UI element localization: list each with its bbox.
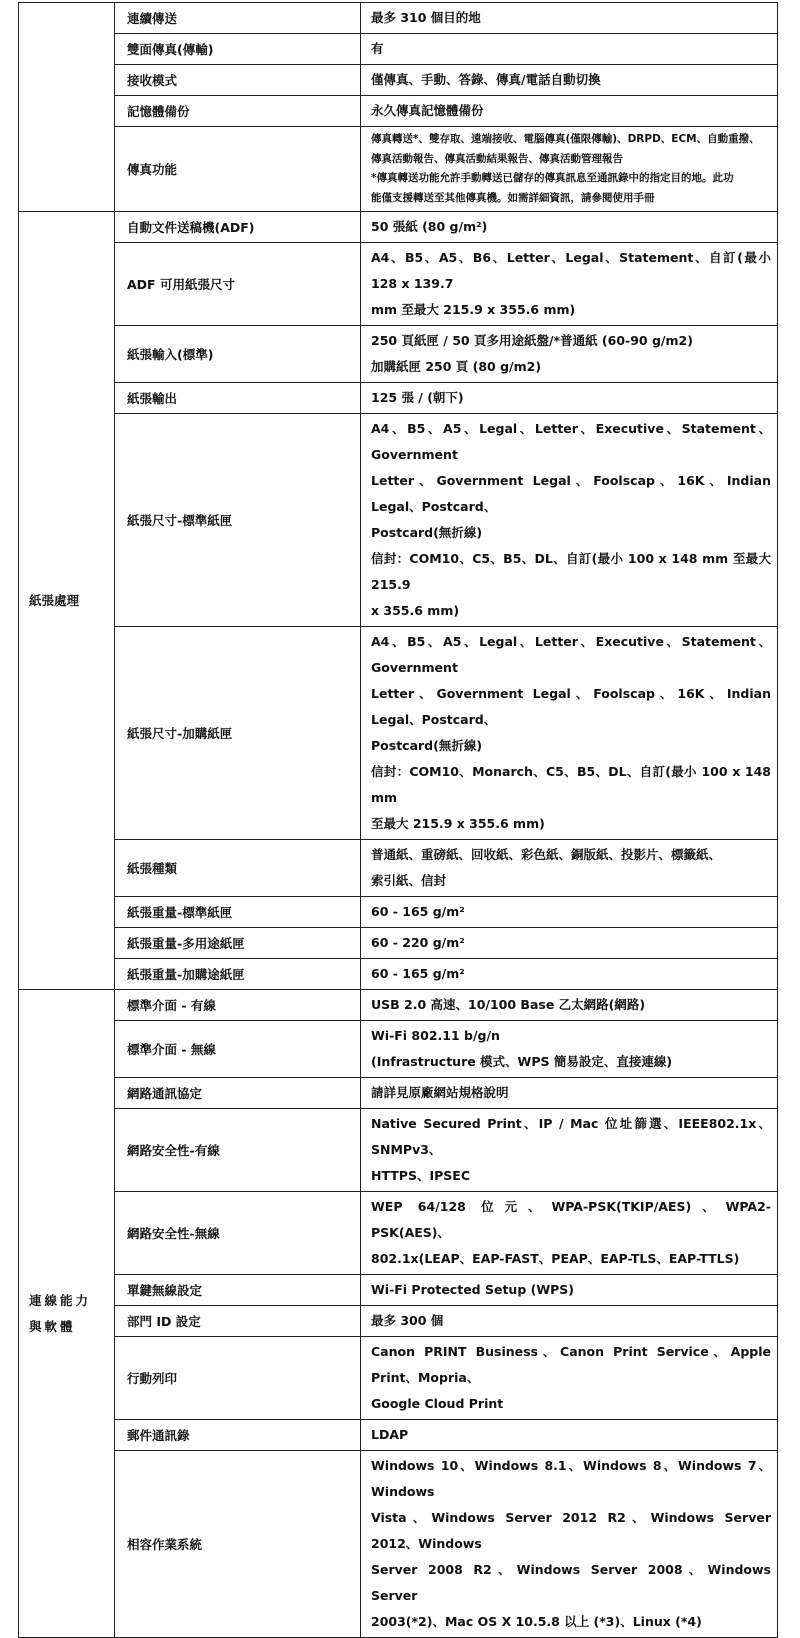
table-row [19, 840, 778, 897]
table-row [19, 1451, 778, 1638]
spec-label: 標準介面 - 有線 [115, 990, 361, 1021]
spec-value-line: 最多 310 個目的地 [371, 10, 481, 25]
category-cell [19, 990, 115, 1638]
spec-value-line: 索引紙、信封 [371, 873, 447, 888]
spec-value [361, 1275, 778, 1306]
spec-value-line: *傳真轉送功能允許手動轉送已儲存的傳真訊息至通訊錄中的指定目的地。此功 [371, 172, 734, 184]
spec-value [361, 65, 778, 96]
spec-value [361, 1306, 778, 1337]
spec-value-line: Google Cloud Print [371, 1396, 504, 1411]
spec-label: 紙張種類 [115, 840, 361, 897]
category-label: 連線能力與軟體 [29, 1292, 92, 1334]
spec-value-line: (Infrastructure 模式、WPS 簡易設定、直接連線) [371, 1054, 673, 1069]
spec-label: 網路通訊協定 [115, 1078, 361, 1109]
spec-label: ADF 可用紙張尺寸 [115, 243, 361, 326]
spec-value-line: 永久傳真記憶體備份 [371, 103, 484, 118]
spec-label: 紙張重量-多用途紙匣 [115, 928, 361, 959]
spec-value-line: 普通紙、重磅紙、回收紙、彩色紙、銅版紙、投影片、標籤紙、 [371, 847, 722, 862]
table-row [19, 1192, 778, 1275]
table-row [19, 1420, 778, 1451]
spec-value-line: WEP 64/128 位元、WPA-PSK(TKIP/AES)、WPA2-PSK(AES)、 [371, 1199, 771, 1240]
spec-value [361, 3, 778, 34]
spec-label: 紙張尺寸-加購紙匣 [115, 627, 361, 840]
spec-value [361, 928, 778, 959]
table-row [19, 3, 778, 34]
spec-value-line: A4、B5、A5、Legal、Letter、Executive、Statement、Government [371, 421, 771, 462]
table-row [19, 326, 778, 383]
spec-value-line: 信封：COM10、Monarch、C5、B5、DL、自訂(最小 100 x 148 mm [371, 764, 771, 805]
table-row [19, 1275, 778, 1306]
spec-label: 傳真功能 [115, 127, 361, 212]
spec-value-line: USB 2.0 高速、10/100 Base 乙太網路(網路) [371, 997, 646, 1012]
spec-label: 郵件通訊錄 [115, 1420, 361, 1451]
spec-value-line: LDAP [371, 1427, 409, 1442]
spec-value [361, 897, 778, 928]
table-row [19, 1337, 778, 1420]
category-cell [19, 3, 115, 212]
spec-value [361, 1451, 778, 1638]
spec-value [361, 990, 778, 1021]
spec-value-line: x 355.6 mm) [371, 603, 460, 618]
spec-value-line: Windows 10、Windows 8.1、Windows 8、Windows 7、Windows [371, 1458, 771, 1499]
spec-value [361, 1192, 778, 1275]
table-row [19, 96, 778, 127]
spec-value-line: Native Secured Print、IP / Mac 位址篩選、IEEE802.1x、SNMPv3、 [371, 1116, 771, 1157]
spec-value-line: 有 [371, 41, 384, 56]
spec-label: 網路安全性-無線 [115, 1192, 361, 1275]
category-label: 紙張處理 [29, 592, 80, 608]
spec-value [361, 1109, 778, 1192]
spec-value-line: mm 至最大 215.9 x 355.6 mm) [371, 302, 576, 317]
table-row [19, 414, 778, 627]
spec-value-line: 信封：COM10、C5、B5、DL、自訂(最小 100 x 148 mm 至最大 215.9 [371, 551, 771, 592]
spec-value [361, 959, 778, 990]
table-row [19, 383, 778, 414]
spec-value-line: 僅傳真、手動、答錄、傳真/電話自動切換 [371, 72, 601, 87]
spec-label: 紙張輸入(標準) [115, 326, 361, 383]
spec-value-line: 60 - 220 g/m² [371, 935, 465, 950]
spec-value [361, 1420, 778, 1451]
spec-value-line: Wi-Fi Protected Setup (WPS) [371, 1282, 574, 1297]
category-cell [19, 212, 115, 990]
spec-value [361, 326, 778, 383]
spec-value [361, 1078, 778, 1109]
spec-value-line: HTTPS、IPSEC [371, 1168, 470, 1183]
table-row [19, 1306, 778, 1337]
table-row [19, 127, 778, 212]
spec-value [361, 34, 778, 65]
spec-value-line: 125 張 / (朝下) [371, 390, 464, 405]
spec-table [18, 2, 778, 1638]
spec-label: 紙張輸出 [115, 383, 361, 414]
spec-value [361, 212, 778, 243]
spec-label: 接收模式 [115, 65, 361, 96]
spec-value-line: 50 張紙 (80 g/m²) [371, 219, 488, 234]
spec-value-line: 60 - 165 g/m² [371, 904, 465, 919]
spec-label: 記憶體備份 [115, 96, 361, 127]
spec-value-line: 傳真轉送*、雙存取、遠端接收、電腦傳真(僅限傳輸)、DRPD、ECM、自動重撥、 [371, 133, 760, 145]
spec-value-line: Canon PRINT Business、Canon Print Service、Apple Print、Mopria、 [371, 1344, 771, 1385]
table-row [19, 243, 778, 326]
table-row [19, 1021, 778, 1078]
table-row [19, 928, 778, 959]
table-row [19, 959, 778, 990]
table-row [19, 65, 778, 96]
spec-value-line: Wi-Fi 802.11 b/g/n [371, 1028, 500, 1043]
spec-value-line: 802.1x(LEAP、EAP-FAST、PEAP、EAP-TLS、EAP-TTLS) [371, 1251, 740, 1266]
spec-value-line: A4、B5、A5、B6、Letter、Legal、Statement、自訂(最小 128 x 139.7 [371, 250, 771, 291]
spec-value-line: Postcard(無折線) [371, 738, 483, 753]
spec-label: 網路安全性-有線 [115, 1109, 361, 1192]
spec-label: 行動列印 [115, 1337, 361, 1420]
spec-value-line: 250 頁紙匣 / 50 頁多用途紙盤/*普通紙 (60-90 g/m2) [371, 333, 693, 348]
spec-value [361, 840, 778, 897]
table-row [19, 1078, 778, 1109]
spec-label: 單鍵無線設定 [115, 1275, 361, 1306]
spec-label: 部門 ID 設定 [115, 1306, 361, 1337]
spec-value-line: 最多 300 個 [371, 1313, 444, 1328]
spec-value-line: 能僅支援轉送至其他傳真機。如需詳細資訊，請參閱使用手冊 [371, 191, 655, 204]
spec-value [361, 383, 778, 414]
spec-value-line: 至最大 215.9 x 355.6 mm) [371, 816, 545, 831]
table-row [19, 1109, 778, 1192]
spec-value-line: Vista、Windows Server 2012 R2、Windows Server 2012、Windows [371, 1510, 771, 1551]
spec-label: 自動文件送稿機(ADF) [115, 212, 361, 243]
spec-label: 雙面傳真(傳輸) [115, 34, 361, 65]
spec-value [361, 96, 778, 127]
spec-value [361, 243, 778, 326]
spec-value-line: Letter、Government Legal、Foolscap、16K、Indian Legal、Postcard、 [371, 686, 771, 727]
spec-label: 紙張尺寸-標準紙匣 [115, 414, 361, 627]
table-row [19, 34, 778, 65]
spec-value-line: 60 - 165 g/m² [371, 966, 465, 981]
spec-value [361, 1337, 778, 1420]
spec-label: 紙張重量-加購途紙匣 [115, 959, 361, 990]
spec-value-line: 傳真活動報告、傳真活動結果報告、傳真活動管理報告 [371, 152, 623, 165]
spec-value [361, 1021, 778, 1078]
spec-value-line: Server 2008 R2、Windows Server 2008、Windows Server [371, 1562, 771, 1603]
spec-value-line: 請詳見原廠網站規格說明 [371, 1085, 509, 1100]
spec-value [361, 127, 778, 212]
spec-value-line: Letter、Government Legal、Foolscap、16K、Indian Legal、Postcard、 [371, 473, 771, 514]
spec-label: 相容作業系統 [115, 1451, 361, 1638]
spec-value-line: 加購紙匣 250 頁 (80 g/m2) [371, 359, 542, 374]
table-row [19, 627, 778, 840]
spec-value [361, 627, 778, 840]
table-row [19, 212, 778, 243]
spec-label: 紙張重量-標準紙匣 [115, 897, 361, 928]
spec-value-line: Postcard(無折線) [371, 525, 483, 540]
spec-label: 連續傳送 [115, 3, 361, 34]
spec-value-line: A4、B5、A5、Legal、Letter、Executive、Statement、Government [371, 634, 771, 675]
table-row [19, 990, 778, 1021]
spec-value [361, 414, 778, 627]
spec-label: 標準介面 - 無線 [115, 1021, 361, 1078]
table-row [19, 897, 778, 928]
spec-value-line: 2003(*2)、Mac OS X 10.5.8 以上 (*3)、Linux (*4) [371, 1614, 702, 1629]
